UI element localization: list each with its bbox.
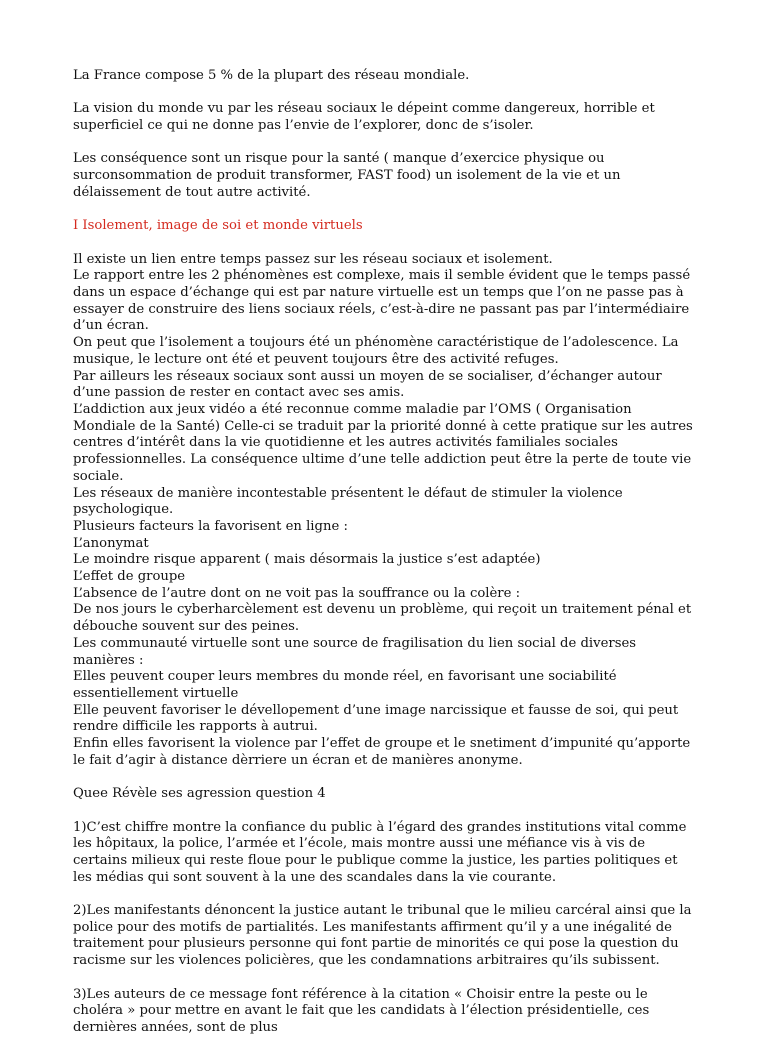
section-2-heading: Quee Révèle ses agression question 4 (73, 786, 326, 802)
intro-paragraph-1: La France compose 5 % de la plupart des réseau mondiale. (73, 68, 470, 83)
section-1-line: L’anonymat (73, 535, 149, 551)
section-1-line: Le rapport entre les 2 phénomènes est complexe, mais il semble évident que le temps passé dans un espace d’échange qui est par nature virtuelle est un temps que l’on ne passe pas à essayer de construire des liens sociaux réels, c’est-à-dire ne passant pas par l’intermédiaire d’un écran. (73, 268, 691, 334)
paragraph-gap (73, 135, 697, 152)
paragraph-gap (73, 769, 697, 786)
section-1-line: Plusieurs facteurs la favorisent en ligne : (73, 518, 348, 534)
section-1-line: De nos jours le cyberharcèlement est devenu un problème, qui reçoit un traitement pénal et débouche souvent sur des peines. (73, 602, 692, 635)
section-1-line: On peut que l’isolement a toujours été un phénomène caractéristique de l’adolescence. La musique, le lecture ont été et peuvent toujours être des activité refuges. (73, 335, 679, 367)
paragraph-gap (73, 803, 697, 820)
section-1-line: Elles peuvent couper leurs membres du monde réel, en favorisant une sociabilité essentiellement virtuelle (73, 669, 617, 701)
answer-paragraph-1: 1)C’est chiffre montre la confiance du public à l’égard des grandes institutions vital comme les hôpitaux, la police, l’armée et l’école, mais montre aussi une méfiance vis à vis de certains milieux qui reste floue pour le publique comme la justice, les parties politiques et les médias qui sont souvent à la une des scandales dans la vie courante. (73, 819, 687, 885)
paragraph-gap (73, 970, 697, 987)
section-1-line: Enfin elles favorisent la violence par l’effet de groupe et le snetiment d’impunité qu’apporte le fait d’agir à distance dèrriere un écran et de manières anonyme. (73, 736, 691, 768)
document-page (73, 68, 697, 1037)
answer-paragraph-3: 3)Les auteurs de ce message font référence à la citation « Choisir entre la peste ou le choléra » pour mettre en avant le fait que les candidats à l’élection présidentielle, ces dernières années, sont de plus (73, 986, 650, 1035)
intro-paragraph-3: Les conséquence sont un risque pour la santé ( manque d’exercice physique ou surconsommation de produit transformer, FAST food) un isolement de la vie et un délaissement de tout autre activité. (73, 151, 621, 200)
paragraph-gap (73, 85, 697, 102)
section-1-heading: I Isolement, image de soi et monde virtuels (73, 218, 363, 234)
section-1-line: L’addiction aux jeux vidéo a été reconnue comme maladie par l’OMS ( Organisation Mondiale de la Santé) Celle-ci se traduit par la priorité donné à cette pratique sur les autres centres d’intérêt dans la vie quotidienne et les autres activités familiales sociales professionnelles. La conséquence ultime d’une telle addiction peut être la perte de toute vie sociale. (73, 402, 693, 484)
paragraph-gap (73, 202, 697, 219)
section-1-line: Il existe un lien entre temps passez sur les réseau sociaux et isolement. (73, 251, 553, 267)
answer-paragraph-2: 2)Les manifestants dénoncent la justice autant le tribunal que le milieu carcéral ainsi que la police pour des motifs de partialités. Les manifestants affirment qu’il y a une inégalité de traitement pour plusieurs personne qui font partie de minorités ce qui pose la question du racisme sur les violences policières, que les condamnations arbitraires qu’ils subissent. (73, 903, 692, 969)
section-1-line: Elle peuvent favoriser le dévellopement d’une image narcissique et fausse de soi, qui peut rendre difficile les rapports à autrui. (73, 702, 679, 735)
section-1-line: Les réseaux de manière incontestable présentent le défaut de stimuler la violence psychologique. (73, 485, 623, 518)
section-1-line: L’effet de groupe (73, 569, 186, 585)
paragraph-gap (73, 886, 697, 903)
section-1-line: Le moindre risque apparent ( mais désormais la justice s’est adaptée) (73, 552, 541, 568)
section-1-line: L’absence de l’autre dont on ne voit pas la souffrance ou la colère : (73, 585, 521, 601)
intro-paragraph-2: La vision du monde vu par les réseau sociaux le dépeint comme dangereux, horrible et superficiel ce qui ne donne pas l’envie de l’explorer, donc de s’isoler. (73, 101, 655, 134)
section-1-line: Les communauté virtuelle sont une source de fragilisation du lien social de diverses manières : (73, 635, 637, 668)
paragraph-gap (73, 235, 697, 252)
section-1-line: Par ailleurs les réseaux sociaux sont aussi un moyen de se socialiser, d’échanger autour d’une passion de rester en contact avec ses amis. (73, 368, 662, 401)
